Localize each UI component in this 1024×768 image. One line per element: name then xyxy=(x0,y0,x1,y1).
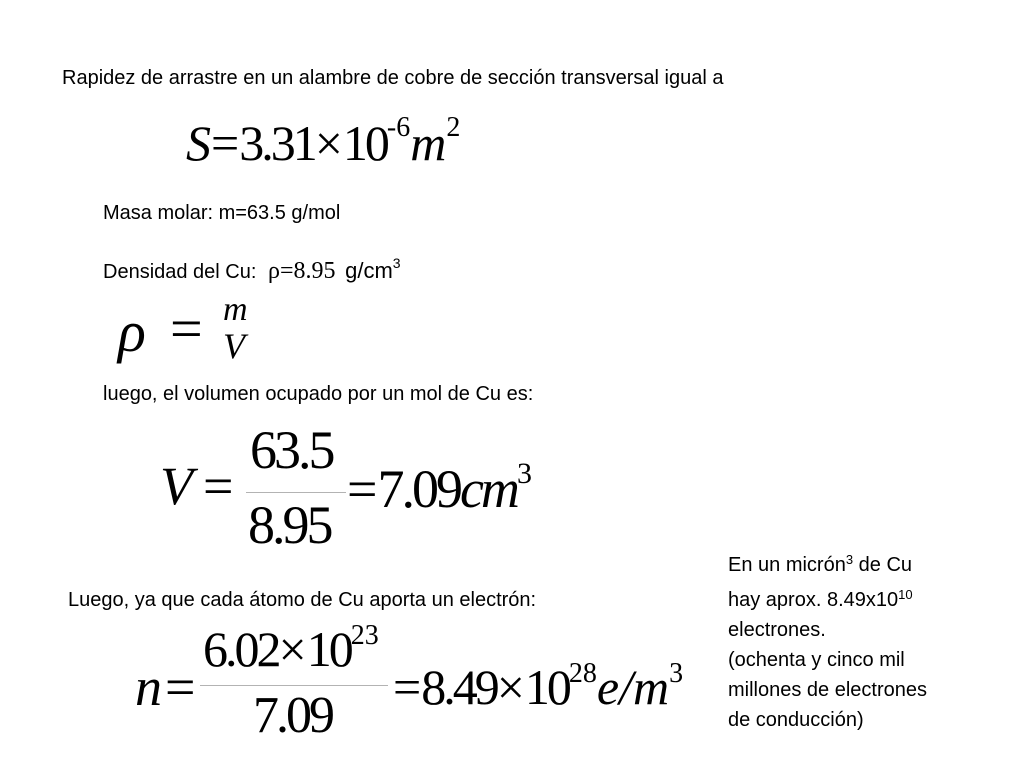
eq-rho-lhs: ρ xyxy=(118,299,146,364)
eq-n-num-times: × xyxy=(278,621,307,677)
eq-s-unit-exponent: 2 xyxy=(446,112,461,143)
eq-n-times: × xyxy=(496,659,525,715)
eq-n-unit: e/m xyxy=(596,659,670,715)
density-value: 8.95 xyxy=(293,258,336,284)
note-line-3: electrones. xyxy=(728,619,826,641)
eq-s-mantissa: 3.31 xyxy=(239,115,315,171)
eq-n-lhs: n xyxy=(135,657,162,717)
eq-s-exponent: -6 xyxy=(386,112,411,143)
eq-n-denominator: 7.09 xyxy=(253,687,332,744)
eq-n-base: 10 xyxy=(524,659,569,715)
eq-n-num-exponent: 23 xyxy=(350,620,379,651)
note-line-2 xyxy=(728,580,927,615)
eq-rho-equals: = xyxy=(170,296,203,361)
eq-n-mantissa: 8.49 xyxy=(421,659,497,715)
eq-n-num-base: 10 xyxy=(306,621,351,677)
note-line-1-a: En un micrón xyxy=(728,554,846,576)
note-line-1-b: de Cu xyxy=(853,554,913,576)
density-unit: g/cm xyxy=(345,258,393,283)
eq-s-unit: m xyxy=(410,115,447,171)
eq-rho-numerator: m xyxy=(223,291,248,328)
eq-n-num-mantissa: 6.02 xyxy=(203,621,279,677)
eq-v-unit: cm xyxy=(459,459,517,519)
note-line-4: (ochenta y cinco mil xyxy=(728,649,905,671)
note-line-1-sup: 3 xyxy=(845,552,854,567)
eq-s-lhs: S xyxy=(186,115,211,171)
eq-n-equals-1: = xyxy=(165,657,196,717)
eq-v-equals-2: = xyxy=(347,459,378,519)
density-symbol: ρ xyxy=(268,258,280,284)
density-text xyxy=(103,251,401,284)
note-line-2-a: hay aprox. 8.49x10 xyxy=(728,589,899,611)
eq-s-times: × xyxy=(314,115,343,171)
density-label: Densidad del Cu: xyxy=(103,261,257,283)
eq-rho-denominator: V xyxy=(223,326,245,366)
eq-v-numerator: 63.5 xyxy=(250,420,333,480)
note-line-6: de conducción) xyxy=(728,709,864,731)
eq-n-exponent: 28 xyxy=(568,658,597,689)
eq-v-equals-1: = xyxy=(203,456,234,516)
note-line-2-sup: 10 xyxy=(898,587,913,602)
eq-v-fraction-bar xyxy=(246,492,346,493)
eq-v-value: 7.09 xyxy=(377,459,460,519)
eq-n-result xyxy=(393,658,684,715)
eq-n-fraction-bar xyxy=(200,685,388,686)
eq-v-lhs: V xyxy=(160,456,193,516)
eq-n-unit-exponent: 3 xyxy=(669,658,684,689)
intro-text: Rapidez de arrastre en un alambre de cobre de sección transversal igual a xyxy=(62,67,724,89)
side-note xyxy=(728,545,927,735)
electron-text: Luego, ya que cada átomo de Cu aporta un electrón: xyxy=(68,589,537,611)
eq-s-base: 10 xyxy=(342,115,387,171)
eq-s-equals: = xyxy=(211,115,240,171)
note-line-5: millones de electrones xyxy=(728,679,927,701)
cross-section-equation xyxy=(186,112,461,171)
eq-n-numerator xyxy=(203,620,379,677)
eq-n-equals-2: = xyxy=(393,659,422,715)
volume-text: luego, el volumen ocupado por un mol de Cu es: xyxy=(103,383,534,405)
eq-v-unit-exponent: 3 xyxy=(516,457,532,490)
density-equals: = xyxy=(279,258,294,284)
density-unit-exponent: 3 xyxy=(392,255,401,271)
note-line-1 xyxy=(728,545,927,580)
eq-v-result xyxy=(347,457,532,519)
eq-v-denominator: 8.95 xyxy=(248,495,331,555)
molar-mass-text: Masa molar: m=63.5 g/mol xyxy=(103,202,341,224)
